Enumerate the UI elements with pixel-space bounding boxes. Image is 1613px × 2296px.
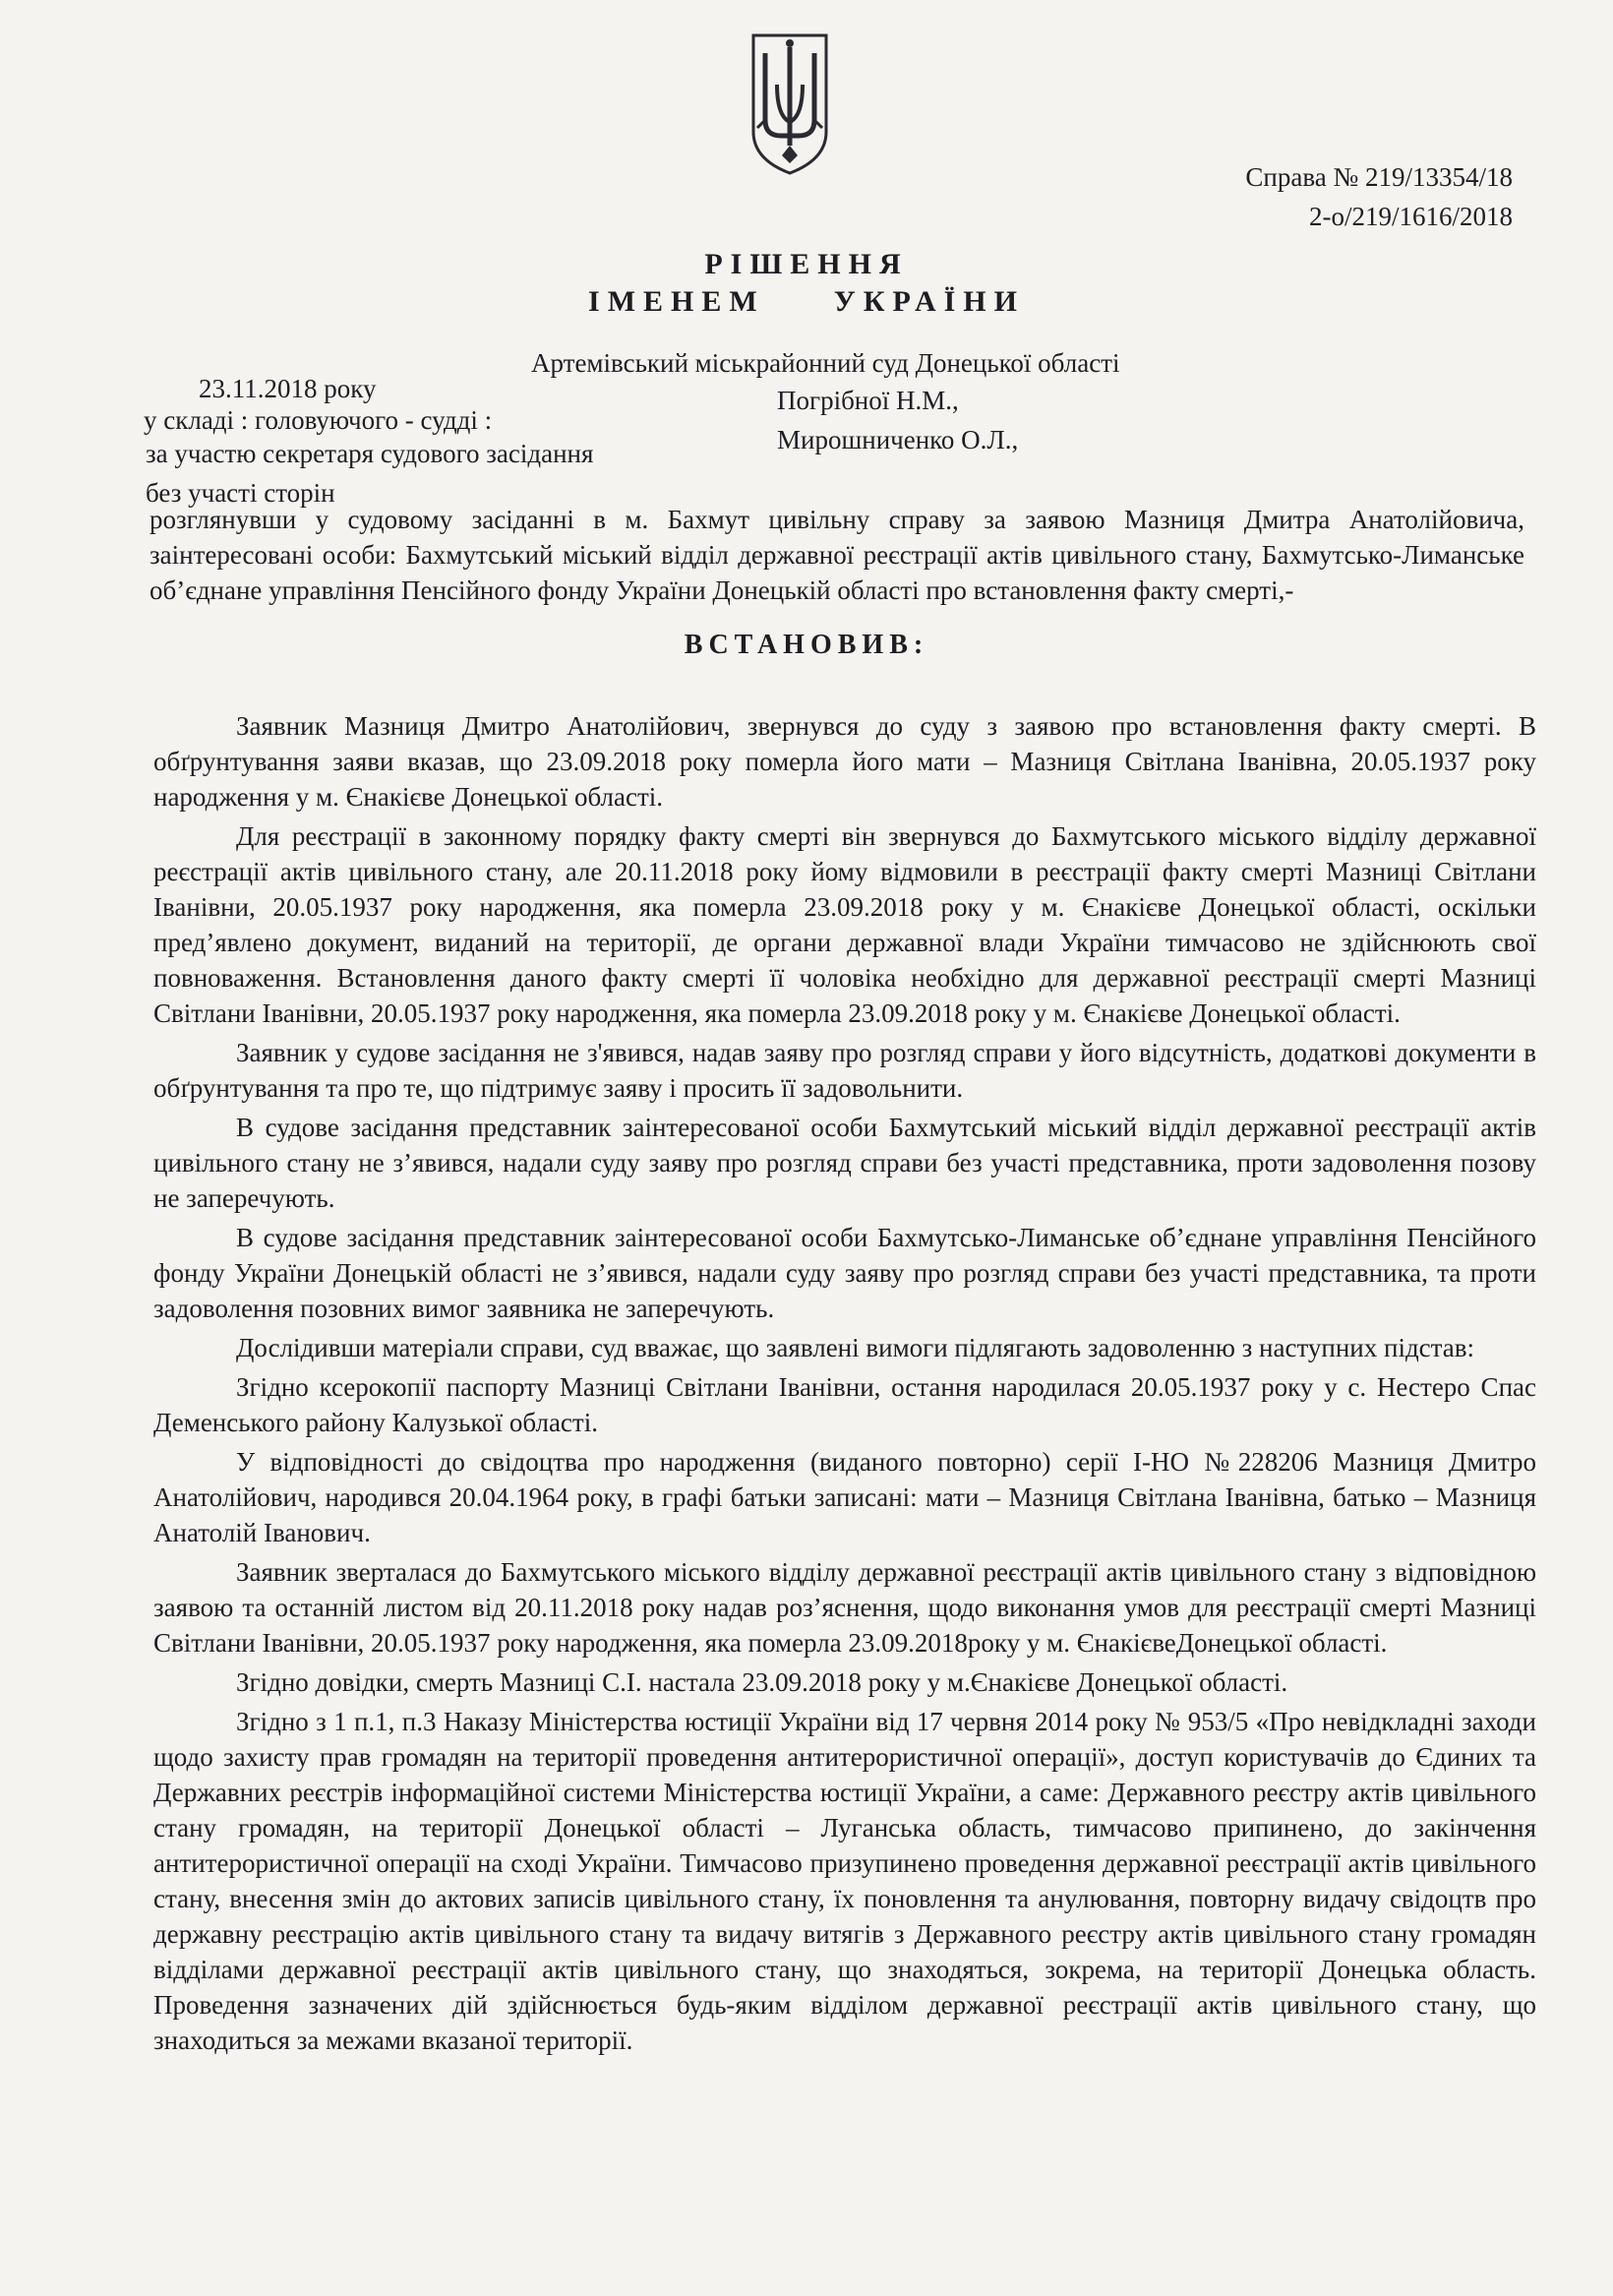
paragraph: Заявник у судове засідання не з'явився, надав заяву про розгляд справи у його відсутність, додаткові документи в обґрунтування та про те, що підтримує заяву і просить її задовольнити. bbox=[153, 1038, 1536, 1103]
decision-subtitle bbox=[0, 283, 1613, 321]
subtitle-word-2: УКРАЇНИ bbox=[833, 285, 1025, 318]
parties-note: без участі сторін bbox=[146, 478, 335, 508]
paragraph: В судове засідання представник заінтересованої особи Бахмутський міський відділ державної реєстрації актів цивільного стану не з’явився, надали суду заяву про розгляд справи без участі представника, проти задоволення позову не заперечують. bbox=[153, 1113, 1536, 1213]
paragraph: Дослідивши матеріали справи, суд вважає, що заявлені вимоги підлягають задоволенню з наступних підстав: bbox=[236, 1333, 1475, 1362]
case-number-block bbox=[1245, 157, 1513, 236]
subtitle-word-1: ІМЕНЕМ bbox=[588, 285, 765, 318]
case-number: Справа № 219/13354/18 bbox=[1245, 162, 1513, 192]
paragraph: У відповідності до свідоцтва про народження (виданого повторно) серії І-НО №228206 Мазниця Дмитро Анатолійович, народився 20.04.1964 року, в графі батьки записані: мати – Мазниця Світлана Іванівна, батько – Мазниця Анатолій Іванович. bbox=[153, 1447, 1536, 1547]
trident-icon bbox=[747, 30, 832, 177]
proceeding-number: 2-о/219/1616/2018 bbox=[1309, 202, 1513, 231]
paragraph: Згідно довідки, смерть Мазниці С.І. настала 23.09.2018 року у м.Єнакієве Донецької області. bbox=[236, 1667, 1288, 1697]
paragraph: В судове засідання представник заінтересованої особи Бахмутсько-Лиманське об’єднане управління Пенсійного фонду України Донецькій області не з’явився, надали суду заяву про розгляд справи без участі представника, та проти задоволення позовних вимог заявника не заперечують. bbox=[153, 1223, 1536, 1323]
paragraph: Згідно ксерокопії паспорту Мазниці Світлани Іванівни, остання народилася 20.05.1937 року у с. Нестеро Спас Деменського району Калузької області. bbox=[153, 1372, 1536, 1437]
court-name: Артемівський міськрайонний суд Донецької області bbox=[531, 348, 1120, 378]
paragraph: Згідно з 1 п.1, п.3 Наказу Міністерства юстиції України від 17 червня 2014 року № 953/5 «Про невідкладні заходи щодо захисту прав громадян на території проведення антитерористичної операції», доступ користувачів до Єдиних та Державних реєстрів інформаційної системи Міністерства юстиції України, а саме: Державного реєстру актів цивільного стану громадян, на території Донецької області – Луганська область, тимчасово припинено, до закінчення антитерористичної операції на сході України. Тимчасово призупинено проведення державної реєстрації актів цивільного стану, внесення змін до актових записів цивільного стану, їх поновлення та анулювання, повторну видачу свідоцтв про державну реєстрацію актів цивільного стану та видачу витягів з Державного реєстру актів цивільного стану громадян відділами державної реєстрації актів цивільного стану, що знаходяться, зокрема, на території Донецька область. Проведення зазначених дій здійснюється будь-яким відділом державної реєстрації актів цивільного стану, що знаходиться за межами вказаної території. bbox=[153, 1707, 1536, 2055]
established-heading: ВСТАНОВИВ: bbox=[684, 630, 929, 660]
coat-of-arms-trident-icon bbox=[747, 30, 832, 177]
presiding-judge-name: Погрібної Н.М., bbox=[777, 386, 959, 415]
secretary-label: за участю секретаря судового засідання bbox=[146, 439, 594, 468]
decision-title-block bbox=[0, 246, 1613, 321]
paragraph: Заявник Мазниця Дмитро Анатолійович, звернувся до суду з заявою про встановлення факту смерті. В обґрунтування заяви вказав, що 23.09.2018 року померла його мати – Мазниця Світлана Іванівна, 20.05.1937 року народження у м. Єнакієве Донецької області. bbox=[153, 711, 1536, 812]
presiding-label: у складі : головуючого - судді : bbox=[144, 405, 493, 435]
secretary-name: Мирошниченко О.Л., bbox=[777, 425, 1019, 454]
case-intro: розглянувши у судовому засіданні в м. Бахмут цивільну справу за заявою Мазниця Дмитра Анатолійовича, заінтересовані особи: Бахмутський міський відділ державної реєстрації актів цивільного стану, Бахмутсько-Лиманське об’єднане управління Пенсійного фонду України Донецькій області про встановлення факту смерті,- bbox=[149, 505, 1524, 605]
decision-body bbox=[153, 708, 1536, 2062]
decision-title: РІШЕННЯ bbox=[704, 248, 909, 280]
paragraph: Для реєстрації в законному порядку факту смерті він звернувся до Бахмутського міського відділу державної реєстрації актів цивільного стану, але 20.11.2018 року йому відмовили в реєстрації факту смерті Мазниці Світлани Іванівни, 20.05.1937 року народження, яка померла 23.09.2018 року у м. Єнакієве Донецької області, оскільки пред’явлено документ, виданий на території, де органи державної влади України тимчасово не здійснюють свої повноваження. Встановлення даного факту смерті її чоловіка необхідно для державної реєстрації смерті Мазниці Світлани Іванівни, 20.05.1937 року народження, яка померла 23.09.2018 року у м. Єнакієве Донецької області. bbox=[153, 821, 1536, 1028]
decision-date: 23.11.2018 року bbox=[199, 374, 377, 403]
paragraph: Заявник зверталася до Бахмутського міського відділу державної реєстрації актів цивільного стану з відповідною заявою та останній листом від 20.11.2018 року надав роз’яснення, щодо виконання умов для реєстрації смерті Мазниці Світлани Іванівни, 20.05.1937 року народження, яка померла 23.09.2018року у м. ЄнакієвеДонецької області. bbox=[153, 1557, 1536, 1658]
